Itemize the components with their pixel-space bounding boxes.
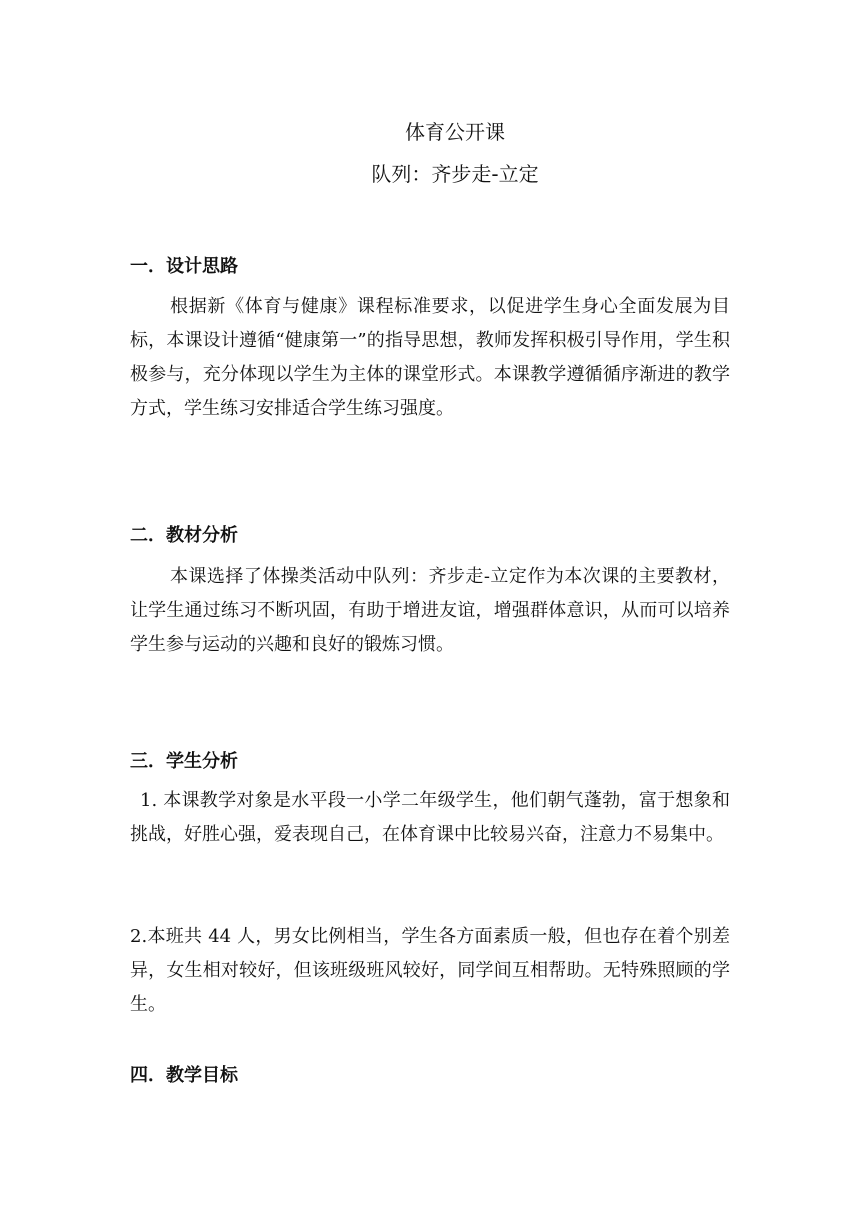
document-title: 体育公开课 (405, 120, 505, 144)
section-heading-students: 三．学生分析 (130, 751, 238, 772)
section-paragraph-design: 根据新《体育与健康》课程标准要求，以促进学生身心全面发展为目标，本课设计遵循“健康第一”的指导思想，教师发挥积极引导作用，学生积极参与，充分体现以学生为主体的课堂形式。本课教学遵循循序渐进的教学方式，学生练习安排适合学生练习强度。 (130, 296, 730, 419)
section-heading-objectives: 四．教学目标 (130, 1065, 238, 1086)
list-item: 2.本班共 44 人，男女比例相当，学生各方面素质一般，但也存在着个别差异，女生相对较好，但该班级班风较好，同学间互相帮助。无特殊照顾的学生。 (130, 926, 730, 1015)
list-item: 1. 本课教学对象是水平段一小学二年级学生，他们朝气蓬勃，富于想象和挑战，好胜心强，爱表现自己，在体育课中比较易兴奋，注意力不易集中。 (130, 790, 730, 845)
section-heading-design: 一．设计思路 (130, 256, 238, 277)
section-heading-material: 二．教材分析 (130, 525, 238, 546)
section-paragraph-material: 本课选择了体操类活动中队列：齐步走-立定作为本次课的主要教材，让学生通过练习不断巩固，有助于增进友谊，增强群体意识，从而可以培养学生参与运动的兴趣和良好的锻炼习惯。 (130, 566, 730, 655)
document-subtitle: 队列：齐步走-立定 (371, 162, 539, 186)
